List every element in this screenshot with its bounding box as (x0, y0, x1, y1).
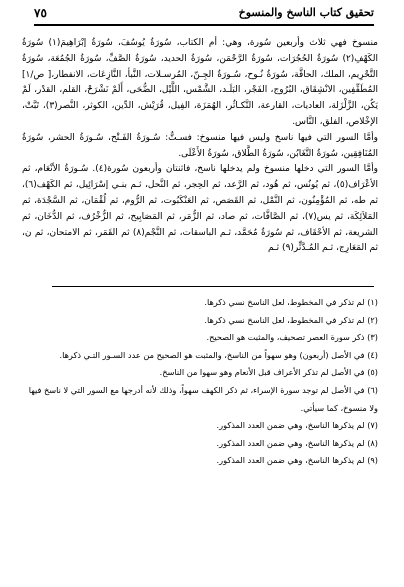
running-title: تحقيق كتاب الناسخ والمنسوخ (238, 6, 374, 19)
main-text (22, 36, 378, 264)
footnote: (٥) في الأصل لم تذكر الأعراف قبل الأنعام وهو سهوا من الناسخ. (159, 367, 378, 378)
footnote: (٨) لم يذكرها الناسخ، وهي ضمن العدد المذكور. (216, 437, 378, 448)
footnote: (٣) ذكر سورة العصر تصحيف، والمثبت هو الصحيح. (206, 332, 378, 343)
footnotes (22, 294, 378, 564)
paragraph: وأمَّا السور التي دخلها منسوخ ولم يدخلها ناسخ، فاثنتان وأربعون سُورة(٤). سُـورَةُ الأنْعَام، ثم الأعْرَاف(٥)، ثم يُونُس، ثم هُود، ثم الرَّعد، ثم الحِجر، ثم النَّحل، ثـم بنـي إسْرَائِيل، ثم الكَهْف(٦)، ثم طه، ثم المُؤْمِنُون، ثم النَّمْل، ثم القَصَص، ثم العَنْكَبُوت، ثم الرُّوم، ثم لُقْمَان، ثم السَّجْدَة، ثم المَلاَئِكَة، ثم يس(٧)، ثم الصَّافَّات، ثم صاد، ثم الزُّمَر، ثم المَصَابِيح، ثم الزُّخْرُف، ثم الدُّخَان، ثم الشريعة، ثم الأحْقَاف، ثم سُورَةُ مُحَمَّد، ثـم الباسقات، ثم النَّجْم(٨) ثم القَمَر، ثم الامتحان، ثم ن، ثم المَعَارِج، ثـم المُـدَّثِّر(٩) ثـم (22, 164, 378, 254)
footnote: (٧) لم يذكرها الناسخ، وهي ضمن العدد المذكور. (216, 420, 378, 431)
page-header (34, 6, 374, 24)
footnote: (٤) في الأصل (أربعون) وهو سهواً من الناسخ، والمثبت هو الصحيح من عدد السـور التـي ذكرها. (59, 349, 378, 360)
footnote-separator (52, 286, 374, 287)
header-rule (34, 24, 374, 26)
footnote: (٢) لم تذكر في المخطوط، لعل الناسخ نسي ذكرها. (204, 314, 378, 325)
footnote: (٩) لم يذكرها الناسخ، وهي ضمن العدد المذكور. (216, 455, 378, 466)
paragraph: وأمَّا السور التي فيها ناسخ وليس فيها منسوخ: فسـتٌّ: سُـورَةُ الفَـتْح، سُـورَةُ الحشر، سُورَةُ المُنَافِقِين، سُورَةُ التَّغَابُن، سُورَةُ الطَّلاق، سُورَةُ الأَعْلَى. (22, 132, 378, 159)
footnote: (٦) في الأصل لم توجد سورة الإسراء، ثم ذكر الكهف سهواً، وذلك لأنه أدرجها مع السور التي لا ناسخ فيها ولا منسوخ، كما سيأتي. (28, 384, 378, 413)
footnote: (١) لم تذكر في المخطوط، لعل الناسخ نسي ذكرها. (204, 297, 378, 307)
paragraph: منسوخ فهي ثلاث وأربعين سُورة، وهي: أم الكتاب، سُورَةُ يُوسُفَ، سُورَةُ إبْرَاهِيمَ(١) سُورَةُ الكَهْفِ(٢) سُورَةُ الحُجُرَات، سُورَةُ الرَّحْمَن، سُورَةُ الحديد، سُورَةُ الصَّفِّ، سُورَةُ الجُمُعَة، سُورَةُ التَّحْرِيم، الملك، الحاقَّة، سُورَةُ نُـوح، سُـورَةُ الجِـنّ، المُرسـلات، النَّبأ، النَّازِعَات، الانفطار،[ ص/١] المُطَفِّفِين، الانْشِقَاق، البُرُوج، الفَجْر، البَلَـد، الشَّمْس، اللَّيْل، الضُّحَى، أَلَمْ نَشْرَحْ، القلم، القدْر، لَمْ يَكُن، الزَّلْزَلة، العاديات، القارعة، التَّكـاثُر، الهُمَزَة، الفِيل، قُرَيْش، الدِّين، الكوثر، النَّصر(٣)، تَبَّتْ، الإخْلاص، الفلق، النَّاس. (22, 38, 378, 127)
page-number: ٧٥ (34, 6, 47, 20)
